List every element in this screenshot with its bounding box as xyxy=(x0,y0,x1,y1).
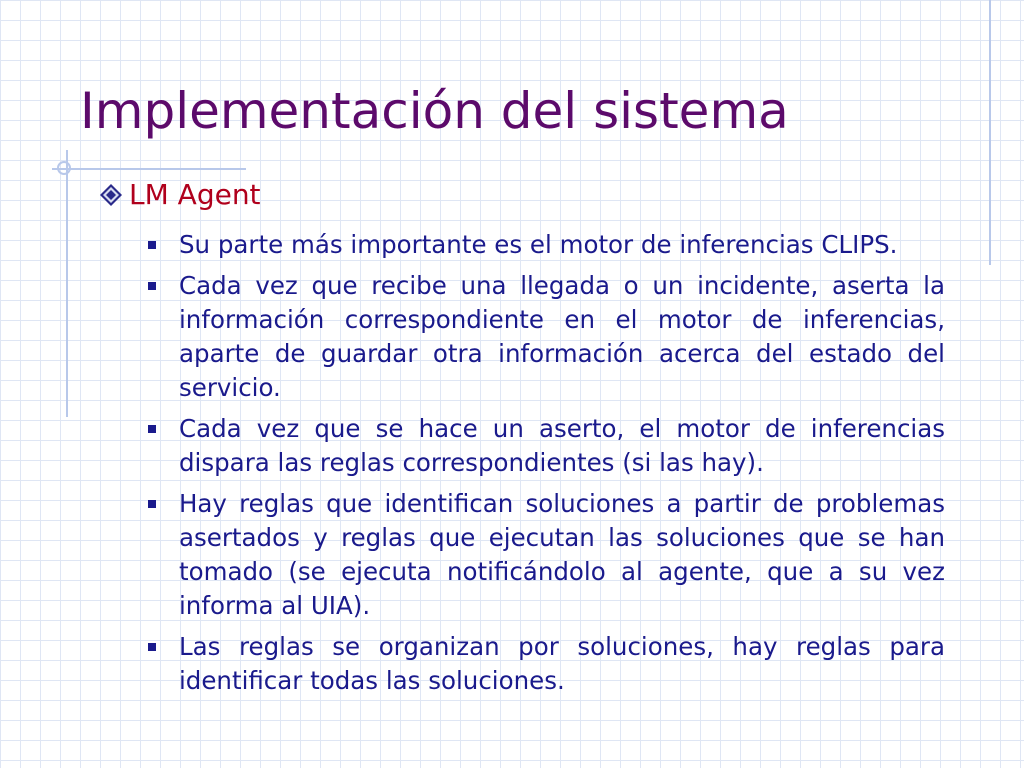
list-item xyxy=(145,228,945,262)
bullet-text: Su parte más importante es el motor de inferencias CLIPS. xyxy=(179,230,898,259)
square-bullet-icon xyxy=(145,269,179,405)
left-decorative-line xyxy=(66,150,68,417)
circle-decoration-icon xyxy=(57,161,71,175)
section-heading xyxy=(99,178,261,212)
list-item xyxy=(145,412,945,480)
list-item xyxy=(145,487,945,623)
right-decorative-line xyxy=(989,0,991,265)
list-item xyxy=(145,630,945,698)
list-item xyxy=(145,269,945,405)
section-label: LM Agent xyxy=(129,178,261,211)
square-bullet-icon xyxy=(145,228,179,262)
bullet-list xyxy=(145,228,945,705)
slide-title: Implementación del sistema xyxy=(80,82,789,140)
title-underline-decoration xyxy=(52,168,246,170)
diamond-icon xyxy=(99,183,123,207)
bullet-text: Hay reglas que identifican soluciones a partir de problemas asertados y reglas que ejecutan las soluciones que se han tomado (se ejecuta notificándolo al agente, que a su vez informa al UIA). xyxy=(179,489,945,620)
bullet-text: Las reglas se organizan por soluciones, hay reglas para identificar todas las soluciones. xyxy=(179,632,945,695)
square-bullet-icon xyxy=(145,487,179,623)
bullet-text: Cada vez que recibe una llegada o un incidente, aserta la información correspondiente en el motor de inferencias, aparte de guardar otra información acerca del estado del servicio. xyxy=(179,271,945,402)
square-bullet-icon xyxy=(145,412,179,480)
square-bullet-icon xyxy=(145,630,179,698)
bullet-text: Cada vez que se hace un aserto, el motor de inferencias dispara las reglas correspondientes (si las hay). xyxy=(179,414,945,477)
